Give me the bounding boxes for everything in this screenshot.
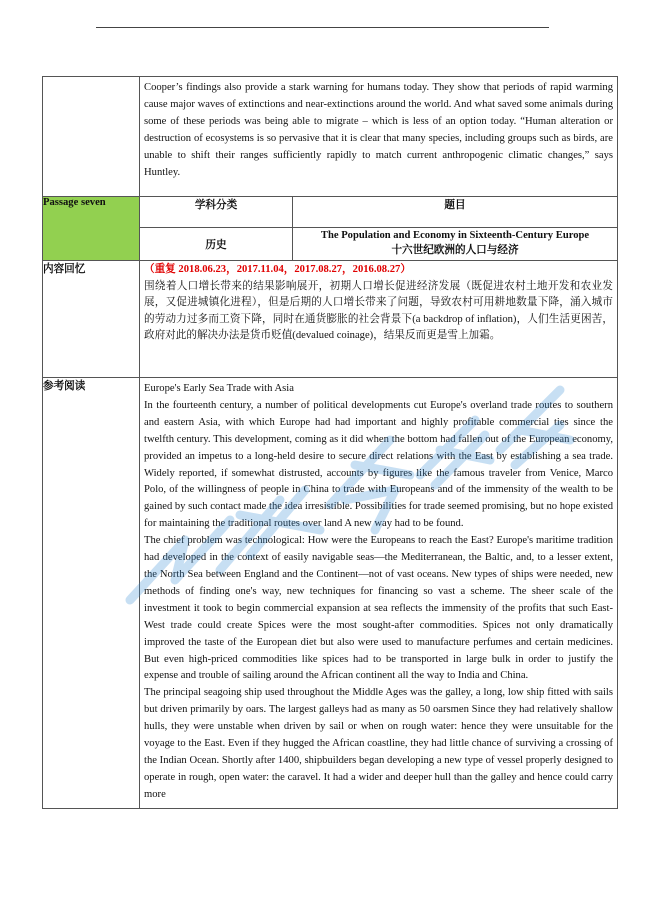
intro-row: [43, 77, 618, 197]
passage-header-row: [43, 197, 618, 228]
recall-dates: （重复 2018.06.23，2017.11.04，2017.08.27，2016.08.27）: [144, 264, 411, 275]
title-cn: 十六世纪欧洲的人口与经济: [391, 245, 519, 256]
reference-heading: Europe's Early Sea Trade with Asia: [144, 383, 294, 394]
recall-body: [140, 261, 617, 349]
title-header: 题目: [293, 197, 618, 228]
reference-paragraph: The principal seagoing ship used throughout the Middle Ages was the galley, a long, low ship fitted with sails but driven primarily by oars. The largest galleys had as many as 50 oarsmen Since they had relatively shallow hulls, they were unstable when driven by sail or when on rough water: hence they were unsuitable for the voyage to the East. Even if they hugged the African coastline, they had little chance of surviving a crossing of the Indian Ocean. Shortly after 1400, shipbuilders began developing a new type of vessel properly designed to operate in rough, open water: the caravel. It had a wider and deeper hull than the galley and hence could carry more: [144, 687, 613, 800]
reference-label: 参考阅读: [43, 378, 140, 809]
intro-paragraph: Cooper’s findings also provide a stark warning for humans today. They show that periods of rapid warming cause major waves of extinctions and near-extinctions around the world. And what saved some animals during some of these periods was being able to migrate – which is less of an option today. “Human alteration or destruction of ecosystems is so pervasive that it is clear that many species, including groups such as birds, are unable to shift their ranges sufficiently rapidly to match current anthropogenic climatic changes,” says Huntley.: [144, 82, 613, 178]
reference-row: [43, 378, 618, 809]
title-en: The Population and Economy in Sixteenth-Century Europe: [320, 230, 590, 241]
passage-table: [42, 76, 618, 809]
subject-cell: 历史: [140, 228, 293, 261]
recall-text: 围绕着人口增长带来的结果影响展开，初期人口增长促进经济发展（既促进农村土地开发和农业发展，又促进城镇化进程），但是后期的人口增长带来了问题，导致农村可用耕地数量下降，涌入城市的劳动力过多而工资下降，同时在通货膨胀的社会背景下(a backdrop of inflation)，人们生活更困苦，政府对此的解决办法是货币贬值(devalued coinage)，结果反而更是雪上加霜。: [144, 280, 613, 342]
passage-label: Passage seven: [43, 197, 140, 261]
recall-row: [43, 261, 618, 378]
category-header: 学科分类: [140, 197, 293, 228]
reference-body: [140, 378, 617, 808]
recall-cell: [140, 261, 618, 378]
reference-paragraph: The chief problem was technological: How were the Europeans to reach the East? Europe's maritime tradition had developed in the context of easily navigable seas—the Mediterranean, the Baltic, and, to a lesser extent, the North Sea between England and the Continent—not of vast oceans. New types of ships were needed, new methods of finding one's way, new techniques for financing so vast a scheme. The sheer scale of the investment it took to begin commercial expansion at sea reflects the immensity of the profits that such East-West trade could create Spices were the most sought-after commodities. Spices not only dramatically improved the taste of the European diet but also were used to manufacture perfumes and certain medicines. But even high-priced commodities like spices had to be transported in large bulk in order to justify the expense and trouble of sailing around the African continent all the way to India and China.: [144, 535, 613, 682]
header-rule: [96, 27, 549, 28]
recall-label: 内容回忆: [43, 261, 140, 378]
title-cell: [293, 228, 618, 261]
reference-paragraph: In the fourteenth century, a number of political developments cut Europe's overland trade routes to southern and eastern Asia, with which Europe had had important and highly profitable commercial ties since the twelfth century. This development, coming as it did when the bottom had fallen out of the European economy, provided an impetus to a long-held desire to secure direct relations with the East by establishing a sea trade. Widely reported, if somewhat distrusted, accounts by figures like the famous traveler from Venice, Marco Polo, of the willingness of people in China to trade with Europeans and of the immensity of the wealth to be gained by such contact made the idea irresistible. Possibilities for trade seemed promising, but no hope existed for maintaining the traditional routes over land A new way had to be found.: [144, 399, 613, 530]
reference-cell: [140, 378, 618, 809]
intro-left-cell: [43, 77, 140, 197]
intro-cell: [140, 77, 618, 197]
